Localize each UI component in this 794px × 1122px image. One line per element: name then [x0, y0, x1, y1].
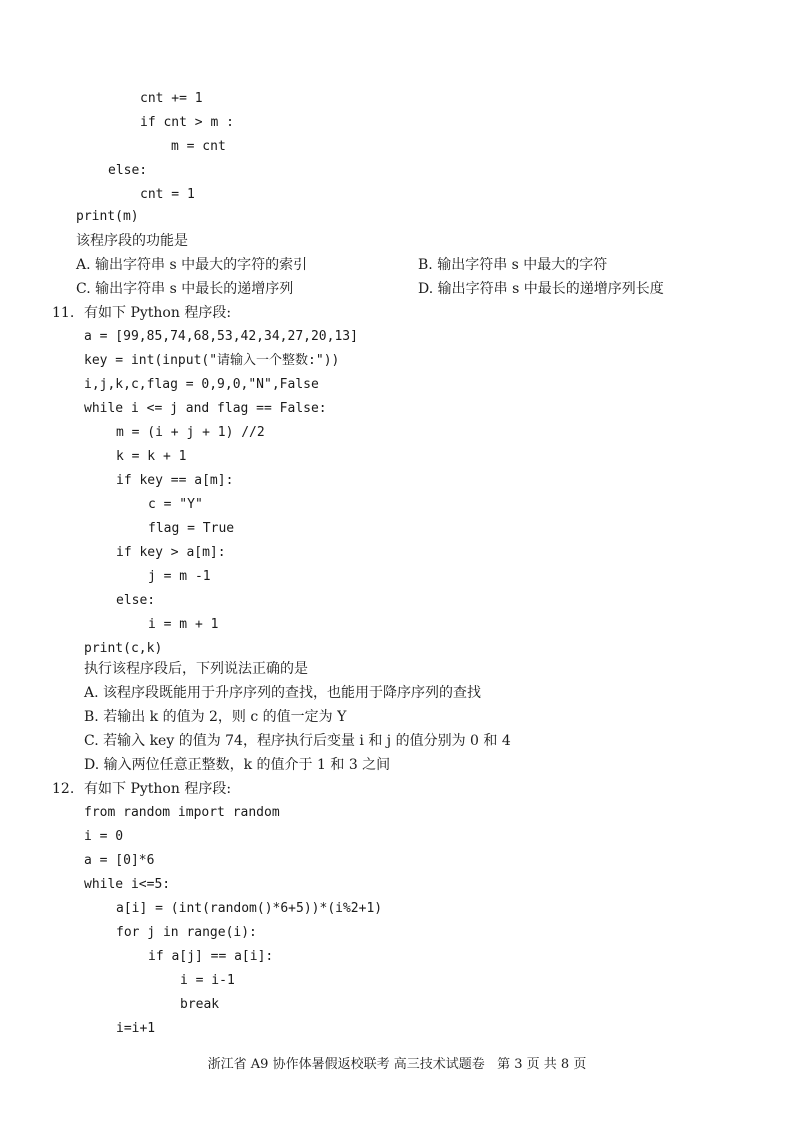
code-line: key = int(input("请输入一个整数:")): [84, 353, 340, 368]
option-a: A. 输出字符串 s 中最大的字符的索引: [76, 257, 308, 273]
question-prompt: 该程序段的功能是: [76, 233, 188, 249]
code-line: k = k + 1: [116, 449, 187, 464]
code-line: print(c,k): [84, 641, 163, 656]
code-line: else:: [116, 593, 156, 608]
code-line: if a[j] == a[i]:: [148, 949, 274, 964]
option-d: D. 输出字符串 s 中最长的递增序列长度: [418, 281, 664, 297]
option-a: A. 该程序段既能用于升序序列的查找，也能用于降序序列的查找: [84, 685, 482, 701]
question-number: 11.: [52, 305, 75, 321]
code-line: while i<=5:: [84, 877, 171, 892]
code-line: a = [99,85,74,68,53,42,34,27,20,13]: [84, 329, 358, 344]
question-number: 12.: [52, 781, 75, 797]
code-line: m = (i + j + 1) //2: [116, 425, 265, 440]
code-line: if cnt > m :: [140, 115, 234, 130]
question-intro: 有如下 Python 程序段:: [84, 781, 232, 797]
question-prompt: 执行该程序段后，下列说法正确的是: [84, 661, 308, 677]
code-line: a = [0]*6: [84, 853, 155, 868]
code-line: i = 0: [84, 829, 124, 844]
code-line: else:: [108, 163, 148, 178]
code-line: break: [180, 997, 220, 1012]
code-line: cnt += 1: [140, 91, 203, 106]
code-line: cnt = 1: [140, 187, 195, 202]
code-line: i = m + 1: [148, 617, 219, 632]
page-footer: 浙江省 A9 协作体暑假返校联考 高三技术试题卷 第 3 页 共 8 页: [207, 1057, 587, 1072]
code-line: for j in range(i):: [116, 925, 257, 940]
code-line: print(m): [76, 209, 139, 224]
question-intro: 有如下 Python 程序段:: [84, 305, 232, 321]
code-line: m = cnt: [171, 139, 226, 154]
option-b: B. 若输出 k 的值为 2，则 c 的值一定为 Y: [84, 709, 347, 725]
option-b: B. 输出字符串 s 中最大的字符: [418, 257, 608, 273]
code-line: i = i-1: [180, 973, 235, 988]
code-line: if key == a[m]:: [116, 473, 234, 488]
option-c: C. 输出字符串 s 中最长的递增序列: [76, 281, 294, 297]
code-line: flag = True: [148, 521, 235, 536]
code-line: while i <= j and flag == False:: [84, 401, 327, 416]
code-line: i,j,k,c,flag = 0,9,0,"N",False: [84, 377, 319, 392]
option-d: D. 输入两位任意正整数，k 的值介于 1 和 3 之间: [84, 757, 391, 773]
code-line: c = "Y": [148, 497, 203, 512]
code-line: j = m -1: [148, 569, 211, 584]
code-line: a[i] = (int(random()*6+5))*(i%2+1): [116, 901, 383, 916]
code-line: if key > a[m]:: [116, 545, 226, 560]
code-line: i=i+1: [116, 1021, 156, 1036]
code-line: from random import random: [84, 805, 280, 820]
option-c: C. 若输入 key 的值为 74，程序执行后变量 i 和 j 的值分别为 0 和 4: [84, 733, 511, 749]
